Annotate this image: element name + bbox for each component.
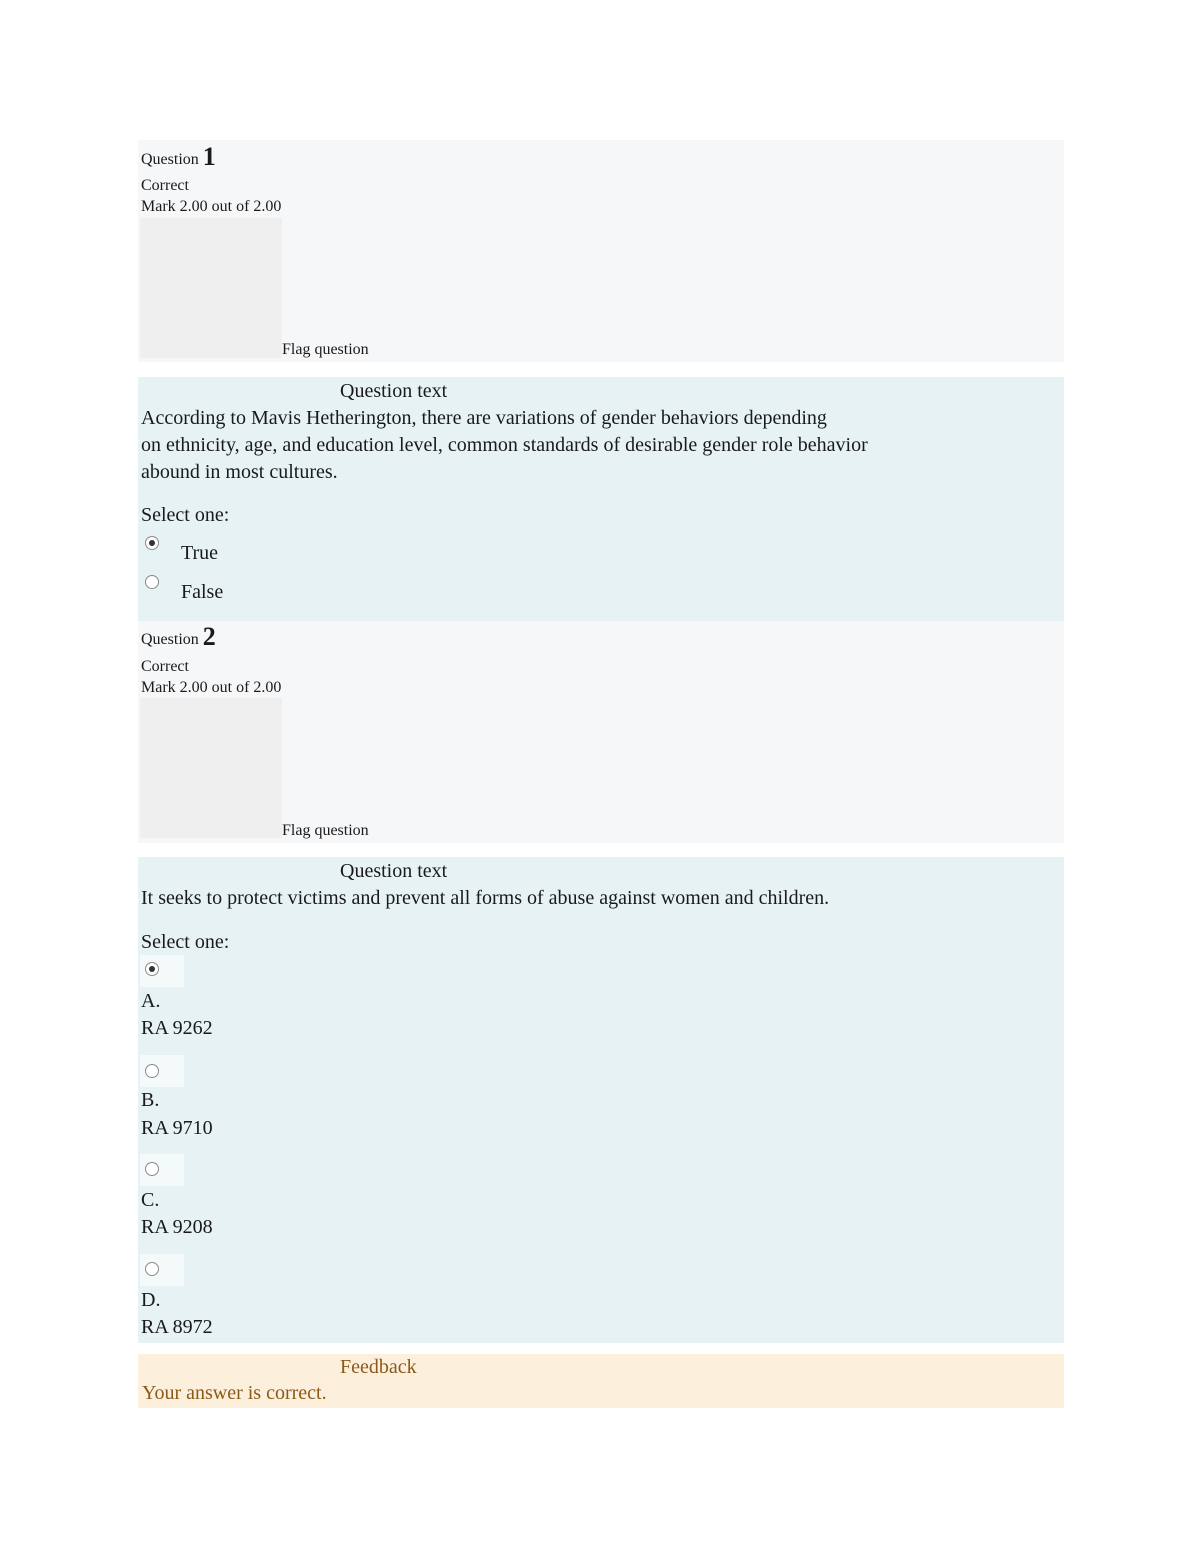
option-b[interactable] bbox=[140, 1055, 380, 1145]
question-2-state: Correct bbox=[141, 658, 189, 675]
option-label: True bbox=[181, 542, 219, 564]
question-number: 2 bbox=[202, 622, 216, 651]
feedback-block bbox=[138, 1354, 1064, 1408]
question-1-content bbox=[138, 377, 1064, 621]
radio-unselected-icon[interactable] bbox=[145, 1064, 159, 1078]
option-false[interactable] bbox=[140, 568, 320, 604]
radio-unselected-icon[interactable] bbox=[145, 575, 159, 589]
radio-unselected-icon[interactable] bbox=[145, 1162, 159, 1176]
feedback-header: Feedback bbox=[340, 1356, 417, 1378]
question-text-line: on ethnicity, age, and education level, common standards of desirable gender role behavior bbox=[141, 434, 868, 456]
option-a[interactable] bbox=[140, 955, 380, 1045]
question-label-text: Question bbox=[141, 151, 199, 168]
question-1-info bbox=[138, 140, 1064, 362]
question-2-label bbox=[141, 622, 216, 651]
flag-question-link[interactable]: Flag question bbox=[282, 341, 369, 358]
select-one-prompt: Select one: bbox=[141, 504, 230, 526]
question-1-state: Correct bbox=[141, 177, 189, 194]
option-letter: C. bbox=[141, 1189, 160, 1211]
question-text-header: Question text bbox=[340, 860, 448, 882]
question-number: 1 bbox=[202, 142, 216, 171]
feedback-text: Your answer is correct. bbox=[142, 1382, 327, 1404]
radio-unselected-icon[interactable] bbox=[145, 1262, 159, 1276]
option-letter: B. bbox=[141, 1089, 160, 1111]
option-label: RA 9262 bbox=[141, 1017, 213, 1039]
option-label: RA 9710 bbox=[141, 1117, 213, 1139]
question-2-info bbox=[138, 621, 1064, 843]
question-1-text bbox=[141, 405, 868, 486]
radio-selected-icon[interactable] bbox=[145, 536, 159, 550]
radio-selected-icon[interactable] bbox=[145, 962, 159, 976]
question-label-text: Question bbox=[141, 631, 199, 648]
question-1-label bbox=[141, 142, 216, 171]
option-true[interactable] bbox=[140, 529, 320, 565]
question-2-text bbox=[141, 885, 829, 912]
question-2-content bbox=[138, 857, 1064, 1343]
question-text-line: abound in most cultures. bbox=[141, 461, 338, 483]
option-label: RA 8972 bbox=[141, 1316, 213, 1338]
question-text-header: Question text bbox=[340, 380, 448, 402]
option-c[interactable] bbox=[140, 1154, 380, 1244]
question-text-line: According to Mavis Hetherington, there are variations of gender behaviors depending bbox=[141, 407, 827, 429]
flag-question-link[interactable]: Flag question bbox=[282, 822, 369, 839]
question-2-mark: Mark 2.00 out of 2.00 bbox=[141, 679, 282, 696]
option-letter: D. bbox=[141, 1289, 161, 1311]
select-one-prompt: Select one: bbox=[141, 931, 230, 953]
option-label: RA 9208 bbox=[141, 1216, 213, 1238]
question-text-line: It seeks to protect victims and prevent all forms of abuse against women and children. bbox=[141, 887, 830, 909]
option-d[interactable] bbox=[140, 1254, 380, 1344]
question-1-mark: Mark 2.00 out of 2.00 bbox=[141, 198, 282, 215]
option-label: False bbox=[181, 581, 224, 603]
flag-icon[interactable] bbox=[140, 218, 282, 358]
flag-icon[interactable] bbox=[140, 698, 282, 838]
option-letter: A. bbox=[141, 990, 161, 1012]
